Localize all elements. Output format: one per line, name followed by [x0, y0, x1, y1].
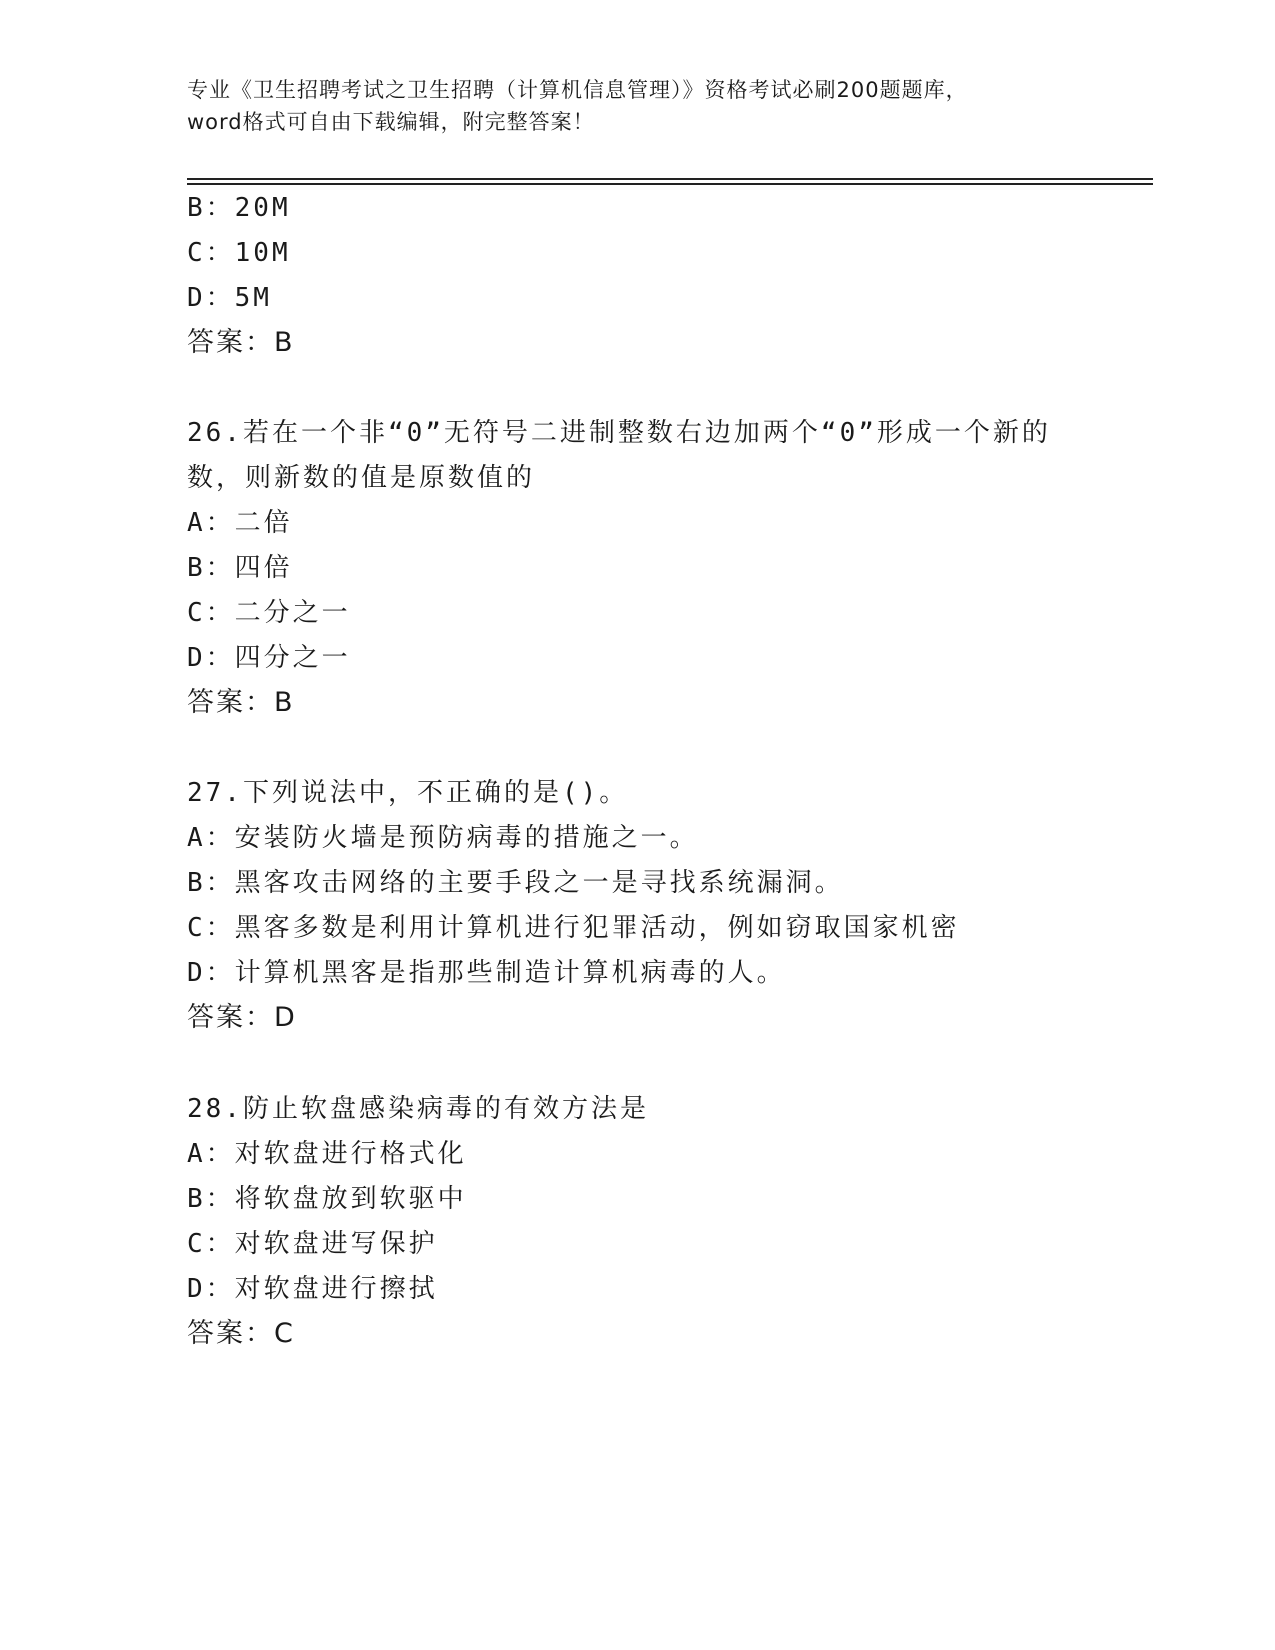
option-c: C：黑客多数是利用计算机进行犯罪活动，例如窃取国家机密 [187, 913, 960, 943]
option-c: C：10M [187, 238, 291, 268]
answer: 答案：B [187, 687, 295, 718]
option-b: B：20M [187, 193, 291, 223]
header-divider-top [187, 178, 1153, 180]
question-stem: 26.若在一个非“0”无符号二进制整数右边加两个“0”形成一个新的 [187, 418, 1051, 448]
header-line-2: word格式可自由下载编辑，附完整答案！ [187, 110, 595, 134]
header-line-1: 专业《卫生招聘考试之卫生招聘（计算机信息管理）》资格考试必刷200题题库， [187, 78, 968, 102]
question-stem: 28.防止软盘感染病毒的有效方法是 [187, 1094, 649, 1124]
option-d: D：5M [187, 283, 272, 313]
option-a: A：安装防火墙是预防病毒的措施之一。 [187, 823, 699, 853]
document-header [187, 74, 1087, 138]
option-a: A：对软盘进行格式化 [187, 1139, 467, 1169]
option-c: C：二分之一 [187, 598, 351, 628]
option-b: B：黑客攻击网络的主要手段之一是寻找系统漏洞。 [187, 868, 844, 898]
option-b: B：将软盘放到软驱中 [187, 1184, 467, 1214]
option-d: D：对软盘进行擦拭 [187, 1274, 438, 1304]
question-stem: 27.下列说法中，不正确的是()。 [187, 778, 629, 808]
option-d: D：计算机黑客是指那些制造计算机病毒的人。 [187, 958, 786, 988]
header-divider-bottom [187, 183, 1153, 185]
answer: 答案：D [187, 1002, 297, 1033]
question-stem-continued: 数，则新数的值是原数值的 [187, 463, 536, 493]
option-d: D：四分之一 [187, 643, 351, 673]
answer: 答案：C [187, 1318, 295, 1349]
answer: 答案：B [187, 327, 295, 358]
option-c: C：对软盘进写保护 [187, 1229, 438, 1259]
option-b: B：四倍 [187, 553, 293, 583]
option-a: A：二倍 [187, 508, 293, 538]
